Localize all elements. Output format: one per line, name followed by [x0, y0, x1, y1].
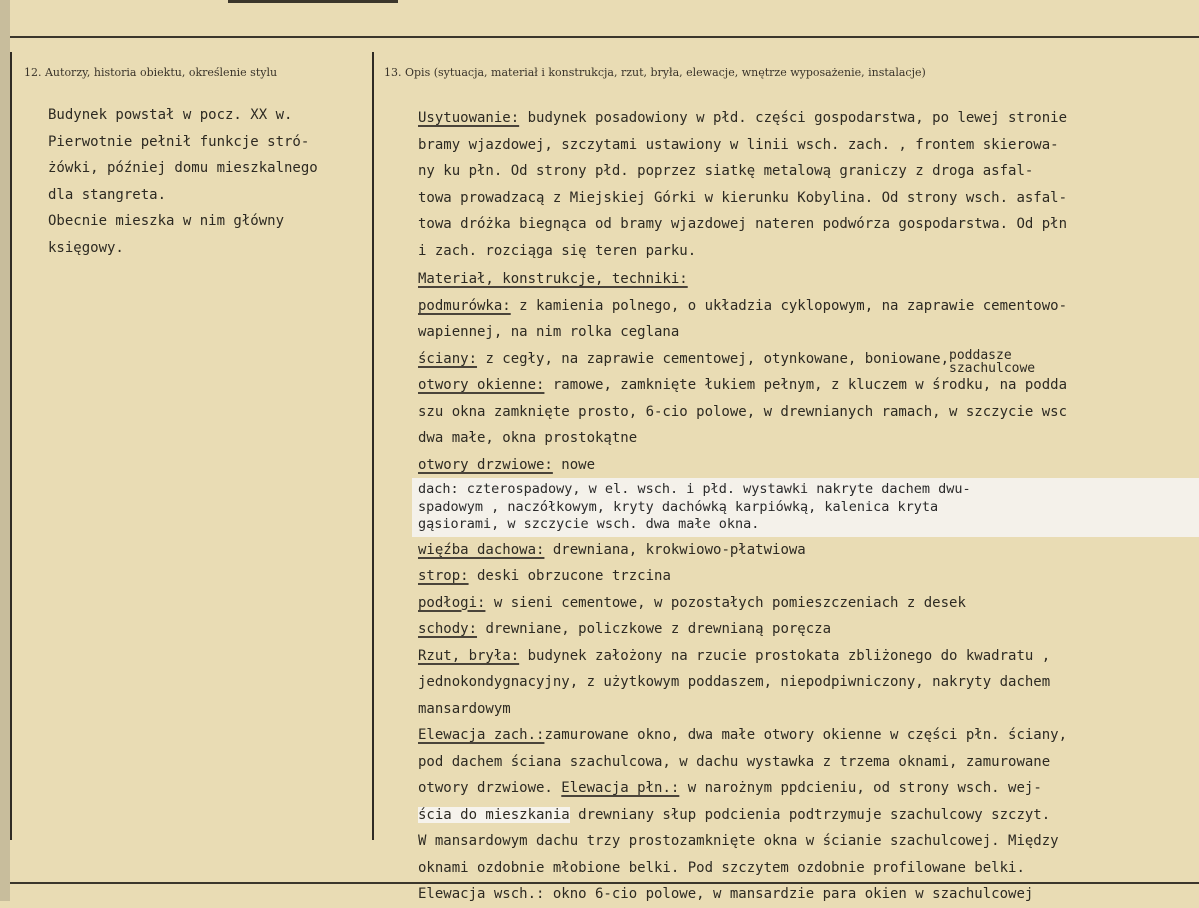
floors-label: podłogi:: [418, 594, 486, 611]
column-divider: [372, 52, 374, 840]
east-elevation-line: Elewacja wsch.: okno 6-cio polowe, w mansardzie para okien w szachulcowej: [418, 886, 1034, 902]
field-12-header: 12. Autorzy, historia obiektu, określenie stylu: [24, 66, 278, 79]
plan-line-3: mansardowym: [418, 700, 511, 717]
materials-line: [418, 266, 1199, 293]
field-13-header: 13. Opis (sytuacja, materiał i konstrukcja, rzut, bryła, elewacje, wnętrze wyposażenie, instalacje): [384, 66, 926, 79]
location-text: budynek posadowiony w płd. części gospodarstwa, po lewej stronie: [519, 110, 1068, 126]
top-rule: [10, 36, 1199, 38]
location-line-2: bramy wjazdowej, szczytami ustawiony w linii wsch. zach. , frontem skierowa-: [418, 136, 1059, 153]
north-elevation-label: Elewacja płn.:: [561, 780, 680, 796]
foundation-line-2: wapiennej, na nim rolka ceglana: [418, 324, 680, 340]
location-line-5: towa dróżka biegnąca od bramy wjazdowej nateren podwórza gospodarstwa. Od płn: [418, 216, 1068, 232]
north-elevation-patched-text: ścia do mieszkania: [418, 806, 570, 823]
location-label: Usytuowanie:: [418, 110, 520, 126]
history-line: żówki, później domu mieszkalnego: [48, 160, 318, 176]
walls-line: [418, 346, 1199, 376]
roof-line-1: dach: czterospadowy, w el. wsch. i płd. wystawki nakryte dachem dwu-: [418, 481, 971, 497]
roof-line-2: spadowym , naczółkowym, kryty dachówką karpiówką, kalenica kryta: [418, 498, 939, 515]
floors-text: w sieni cementowe, w pozostałych pomieszczeniach z desek: [485, 594, 966, 611]
west-elevation-line: [418, 722, 1199, 749]
history-line: Obecnie mieszka w nim główny: [48, 213, 285, 229]
truss-line: [418, 537, 1199, 564]
doors-line: [418, 452, 1199, 479]
west-elevation-label: Elewacja zach.:: [418, 727, 545, 743]
history-line: księgowy.: [48, 239, 124, 256]
windows-line-2: szu okna zamknięte prosto, 6-cio polowe, w drewnianych ramach, w szczycie wsc: [418, 403, 1068, 420]
history-line: dla stangreta.: [48, 186, 167, 203]
history-line: Budynek powstał w pocz. XX w.: [48, 107, 293, 123]
truss-label: więźba dachowa:: [418, 541, 545, 558]
description-column: [418, 105, 1199, 908]
west-elevation-line-2: pod dachem ściana szachulcowa, w dachu wystawka z trzema oknami, zamurowane: [418, 753, 1051, 770]
history-column: [48, 102, 370, 261]
stairs-text: drewniane, policzkowe z drewnianą poręcza: [477, 621, 832, 637]
floors-line: [418, 590, 1199, 617]
ceiling-label: strop:: [418, 568, 469, 584]
doors-label: otwory drzwiowe:: [418, 456, 553, 473]
north-elevation-line-3: W mansardowym dachu trzy prostozamknięte okna w ścianie szachulcowej. Między: [418, 833, 1059, 849]
stairs-line: [418, 616, 1199, 643]
foundation-line: [418, 293, 1199, 320]
top-stub-rule: [228, 0, 398, 3]
walls-sup-bottom: szachulcowe: [949, 360, 1036, 376]
location-line: [418, 105, 1199, 132]
walls-text: z cegły, na zaprawie cementowej, otynkowane, boniowane,: [477, 350, 950, 367]
foundation-text: z kamienia polnego, o układzia cyklopowym, na zaprawie cementowo-: [510, 297, 1068, 314]
walls-label: ściany:: [418, 350, 478, 367]
location-line-4: towa prowadzacą z Miejskiej Górki w kierunku Kobylina. Od strony wsch. asfal-: [418, 189, 1068, 206]
location-line-6: i zach. rozciąga się teren parku.: [418, 242, 697, 259]
plan-line: [418, 643, 1199, 670]
roof-line-3: gąsiorami, w szczycie wsch. dwa małe okna.: [418, 516, 760, 532]
plan-line-2: jednokondygnacyjny, z użytkowym poddaszem, niepodpiwniczony, nakryty dachem: [418, 674, 1051, 690]
ceiling-text: deski obrzucone trzcina: [468, 568, 671, 584]
north-elevation-text-2: drewniany słup podcienia podtrzymuje szachulcowy szczyt.: [569, 806, 1051, 823]
roof-correction-patch: [412, 478, 1199, 537]
plan-text: budynek założony na rzucie prostokata zbliżonego do kwadratu ,: [519, 647, 1051, 664]
foundation-label: podmurówka:: [418, 297, 511, 314]
location-line-3: ny ku płn. Od strony płd. poprzez siatkę metalową graniczy z droga asfal-: [418, 163, 1034, 179]
west-elevation-text: zamurowane okno, dwa małe otwory okienne w części płn. ściany,: [544, 727, 1068, 743]
doors-text: nowe: [552, 456, 596, 473]
windows-line-3: dwa małe, okna prostokątne: [418, 430, 638, 446]
truss-text: drewniana, krokwiowo-płatwiowa: [544, 541, 806, 558]
windows-text: ramowe, zamknięte łukiem pełnym, z kluczem w środku, na podda: [544, 377, 1068, 393]
north-elevation-line-4: oknami ozdobnie młobione belki. Pod szczytem ozdobnie profilowane belki.: [418, 859, 1025, 876]
west-elevation-text-3: otwory drzwiowe.: [418, 780, 562, 796]
plan-label: Rzut, bryła:: [418, 647, 520, 664]
materials-heading: Materiał, konstrukcje, techniki:: [418, 271, 688, 287]
north-elevation-text: w narożnym ppdcieniu, od strony wsch. wej-: [679, 780, 1042, 796]
stairs-label: schody:: [418, 621, 478, 637]
windows-label: otwory okienne:: [418, 377, 545, 393]
windows-line: [418, 372, 1199, 399]
walls-sup-top: poddasze: [949, 347, 1012, 363]
ceiling-line: [418, 563, 1199, 590]
left-border: [10, 52, 12, 840]
west-elevation-line-3: [418, 775, 1199, 802]
north-elevation-line-2: [418, 802, 1199, 829]
history-line: Pierwotnie pełnił funkcje stró-: [48, 133, 310, 150]
paper-edge: [0, 0, 10, 901]
